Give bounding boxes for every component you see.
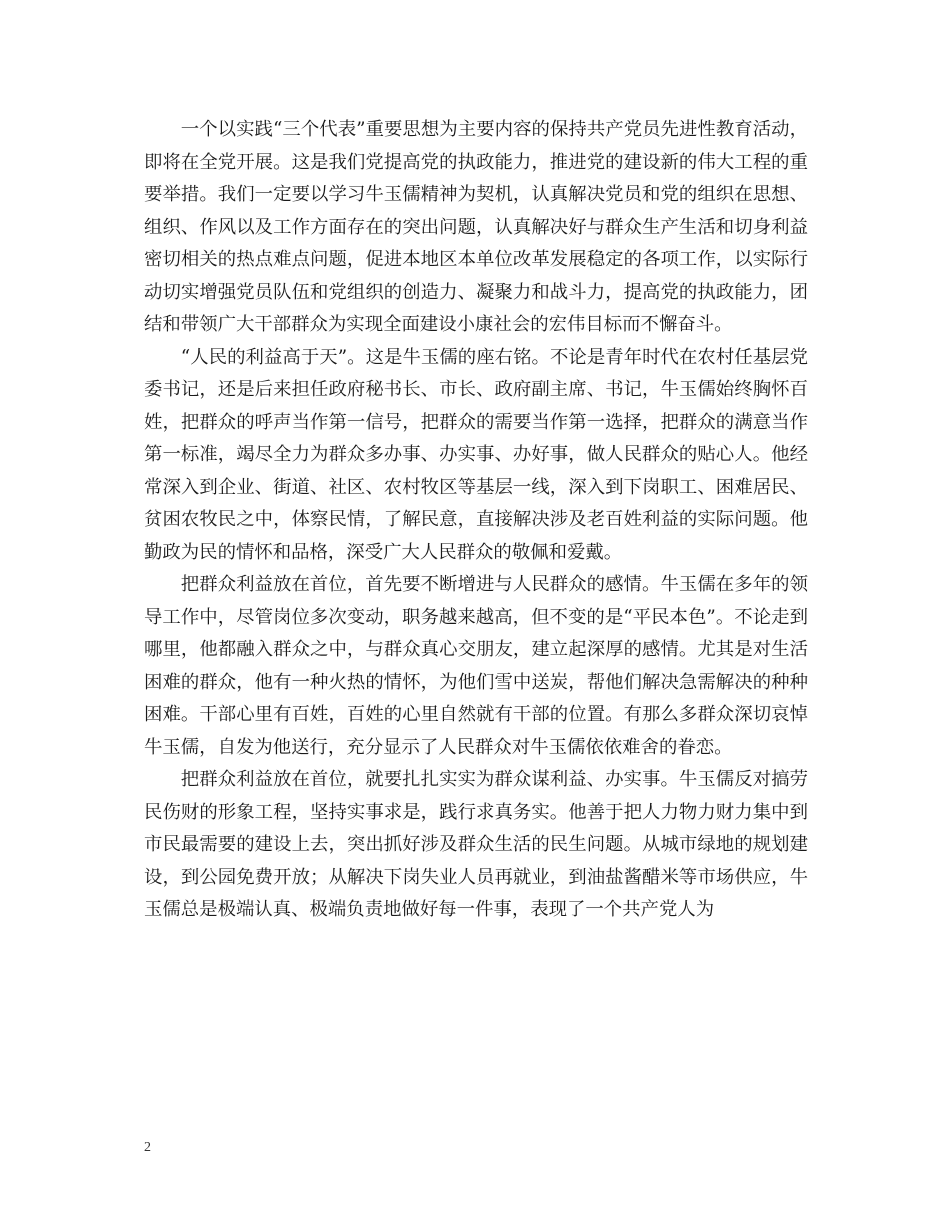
paragraph-3: 把群众利益放在首位，首先要不断增进与人民群众的感情。牛玉儒在多年的领导工作中，尽管岗位多次变动，职务越来越高，但不变的是“平民本色”。不论走到哪里，他都融入群众之中，与群众真心交朋友，建立起深厚的感情。尤其是对生活困难的群众，他有一种火热的情怀，为他们雪中送炭，帮他们解决急需解决的种种困难。干部心里有百姓，百姓的心里自然就有干部的位置。有那么多群众深切哀悼牛玉儒，自发为他送行，充分显示了人民群众对牛玉儒依依难舍的眷恋。: [144, 574, 808, 758]
paragraph-2: “人民的利益高于天”。这是牛玉儒的座右铭。不论是青年时代在农村任基层党委书记，还是后来担任政府秘书长、市长、政府副主席、书记，牛玉儒始终胸怀百姓，把群众的呼声当作第一信号，把群众的需要当作第一选择，把群众的满意当作第一标准，竭尽全力为群众多办事、办实事、办好事，做人民群众的贴心人。他经常深入到企业、街道、社区、农村牧区等基层一线，深入到下岗职工、困难居民、贫困农牧民之中，体察民情，了解民意，直接解决涉及老百姓利益的实际问题。他勤政为民的情怀和品格，深受广大人民群众的敬佩和爱戴。: [144, 346, 808, 563]
page-number: 2: [144, 1140, 151, 1155]
paragraph-1: 一个以实践“三个代表”重要思想为主要内容的保持共产党员先进性教育活动，即将在全党开展。这是我们党提高党的执政能力，推进党的建设新的伟大工程的重要举措。我们一定要以学习牛玉儒精神为契机，认真解决党员和党的组织在思想、组织、作风以及工作方面存在的突出问题，认真解决好与群众生产生活和切身利益密切相关的热点难点问题，促进本地区本单位改革发展稳定的各项工作，以实际行动切实增强党员队伍和党组织的创造力、凝聚力和战斗力，提高党的执政能力，团结和带领广大干部群众为实现全面建设小康社会的宏伟目标而不懈奋斗。: [144, 119, 808, 335]
document-body: [144, 114, 808, 927]
paragraph-4: 把群众利益放在首位，就要扎扎实实为群众谋利益、办实事。牛玉儒反对搞劳民伤财的形象工程，坚持实事求是，践行求真务实。他善于把人力物力财力集中到市民最需要的建设上去，突出抓好涉及群众生活的民生问题。从城市绿地的规划建设，到公园免费开放；从解决下岗失业人员再就业，到油盐酱醋米等市场供应，牛玉儒总是极端认真、极端负责地做好每一件事，表现了一个共产党人为: [144, 769, 808, 920]
